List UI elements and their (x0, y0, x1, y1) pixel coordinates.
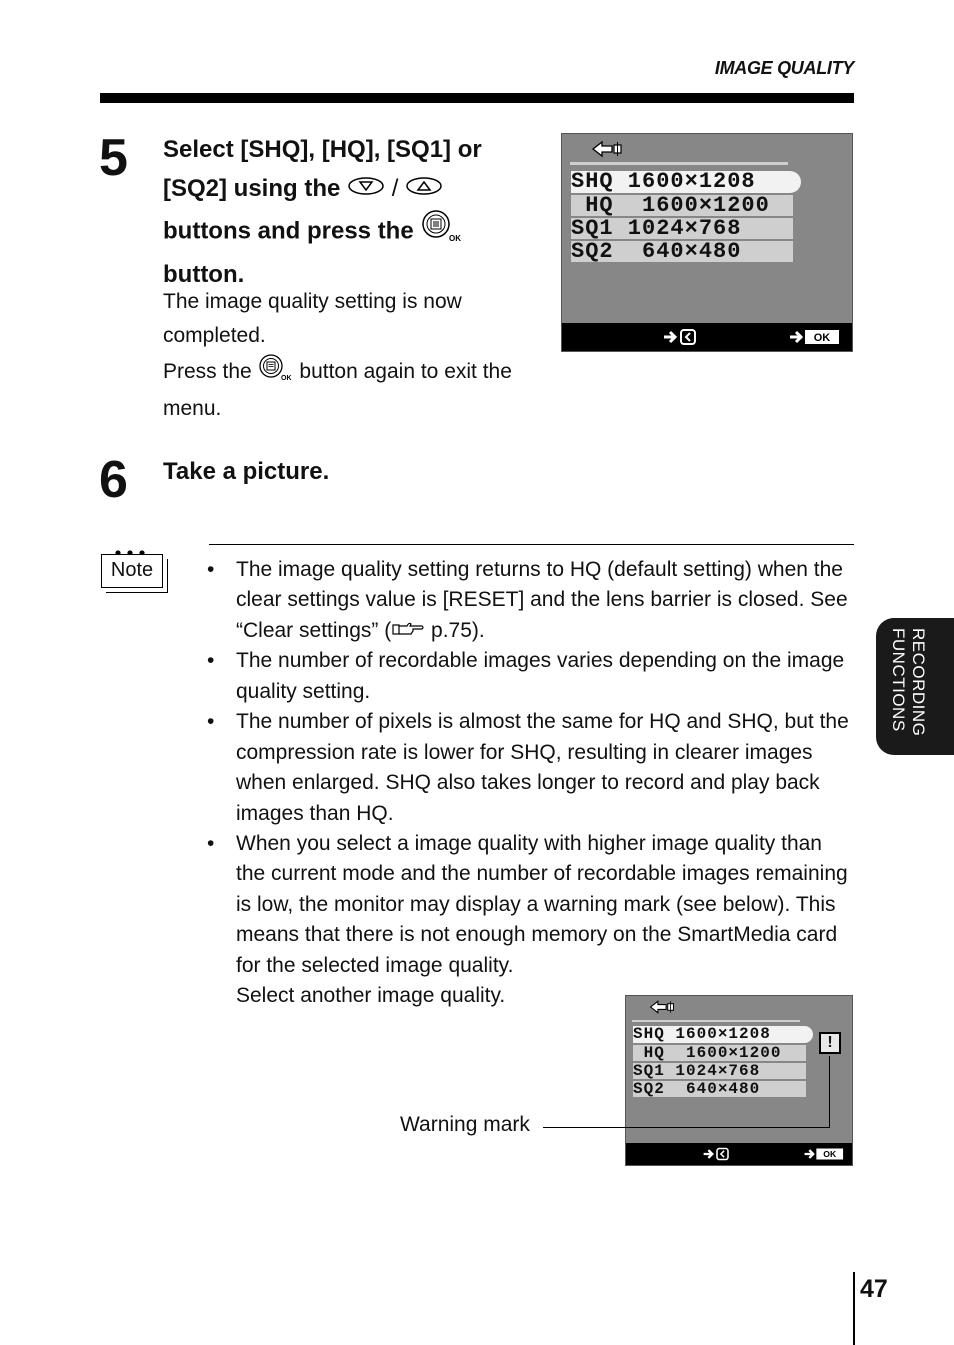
warning-mark-label: Warning mark (400, 1113, 530, 1136)
step-5-title (163, 130, 553, 294)
step-5-title-line-3 (163, 209, 553, 255)
page-header-title: IMAGE QUALITY (714, 58, 854, 78)
note-bullet-3-text: The number of pixels is almost the same for HQ and SHQ, but the compression rate is lower for SHQ, resulting in clearer images when enlarged. SHQ also takes longer to record and play back images than HQ. (236, 710, 849, 825)
arrow-left-button-icon (662, 323, 700, 361)
note-bullet-2-text: The number of recordable images varies depending on the image quality setting. (236, 649, 845, 703)
note-bullet-4-text: When you select a image quality with higher image quality than the current mode and the number of recordable images remaining is low, the monitor may display a warning mark (see below). This means that there is not enough memory on the SmartMedia card for the selected image quality. (236, 831, 848, 977)
header-rule (100, 93, 854, 103)
lcd-row-sq2[interactable]: SQ2 640×480 (571, 241, 793, 262)
lcd-row-hq[interactable]: HQ 1600×1200 (571, 195, 793, 216)
note-bullet-1-text-b: p.75). (425, 618, 485, 642)
arrow-ok-button-icon (802, 1143, 848, 1172)
warning-leader-horizontal (543, 1127, 829, 1128)
lcd-row-sq2[interactable]: SQ2 640×480 (633, 1081, 806, 1097)
list-item (207, 829, 857, 1011)
side-tab-text (888, 628, 928, 736)
arrow-ok-button-icon (788, 323, 844, 361)
list-item (207, 646, 857, 707)
step-5-body-text-3b: button again to exit the (299, 360, 512, 384)
lcd-cancel-label: CANCEL (572, 353, 645, 376)
list-item (207, 555, 857, 646)
step-5-title-text-b: [SQ2] using the (163, 175, 341, 202)
warning-icon: ! (819, 1032, 841, 1054)
step-5-title-line-4: button. (163, 261, 245, 289)
side-tab-line-1: RECORDING (909, 628, 928, 737)
step-6-title: Take a picture. (163, 458, 330, 485)
list-item (207, 707, 857, 829)
step-5-body-line-4: menu. (163, 397, 222, 420)
step-6-number: 6 (99, 451, 126, 509)
step-5-body-line-2: completed. (163, 324, 266, 347)
pointing-hand-icon (391, 616, 425, 646)
arrow-left-button-icon (702, 1143, 732, 1172)
ok-button-text: OK (449, 234, 462, 244)
page-number-rule (853, 1272, 855, 1345)
lcd-row-sq1[interactable]: SQ1 1024×768 (633, 1063, 806, 1079)
page-number: 47 (860, 1275, 888, 1303)
section-side-tab (876, 618, 954, 755)
note-rule (209, 544, 854, 545)
step-5-title-line-1: Select [SHQ], [HQ], [SQ1] or (163, 136, 482, 163)
lcd-ok-label: OK (813, 332, 831, 344)
step-5-number: 5 (99, 129, 126, 187)
lcd-row-shq[interactable]: SHQ 1600×1208 (571, 171, 801, 193)
step-5-body-line-1: The image quality setting is now (163, 290, 462, 313)
warning-leader-vertical (829, 1056, 830, 1128)
step-5-title-text-c: buttons and press the (163, 217, 414, 245)
note-label: Note (101, 554, 163, 588)
down-button-icon (347, 170, 385, 209)
up-button-icon (405, 170, 443, 209)
step-5-title-line-2 (163, 169, 553, 209)
lcd-set-label: SET (762, 1211, 791, 1229)
lcd-ok-label: OK (823, 1149, 837, 1160)
lcd-row-sq1[interactable]: SQ1 1024×768 (571, 218, 793, 239)
step-5-body (163, 285, 553, 426)
ok-button-text: OK (280, 375, 292, 381)
ok-button-icon (420, 209, 464, 255)
side-tab-line-2: FUNCTIONS (889, 628, 908, 732)
lcd-divider (570, 162, 788, 165)
lcd-divider (632, 1020, 800, 1022)
step-5-body-line-3 (163, 353, 553, 392)
lcd-screen-main (561, 133, 853, 432)
lcd-row-shq[interactable]: SHQ 1600×1208 (633, 1026, 813, 1043)
lcd-cancel-label: CANCEL (634, 1167, 692, 1185)
image-quality-icon (590, 138, 624, 165)
image-quality-icon (648, 998, 676, 1021)
lcd-screen-warning (625, 995, 853, 1229)
note-bullet-list (207, 555, 857, 1011)
ok-button-icon (258, 353, 294, 392)
lcd-action-bar (626, 1143, 852, 1229)
note-bullet-1-text: The image quality setting returns to HQ (default setting) when the clear settings value is [RESET] and the lens barrier is closed. See “Clear settings” ( (236, 558, 848, 642)
step-5-body-text-3a: Press the (163, 360, 252, 384)
lcd-action-bar (562, 323, 852, 432)
step-5-title-slash: / (391, 175, 399, 202)
lcd-row-hq[interactable]: HQ 1600×1200 (633, 1045, 806, 1061)
note-bullet-4-text-c: Select another image quality. (236, 983, 506, 1007)
lcd-set-label: SET (736, 409, 773, 432)
